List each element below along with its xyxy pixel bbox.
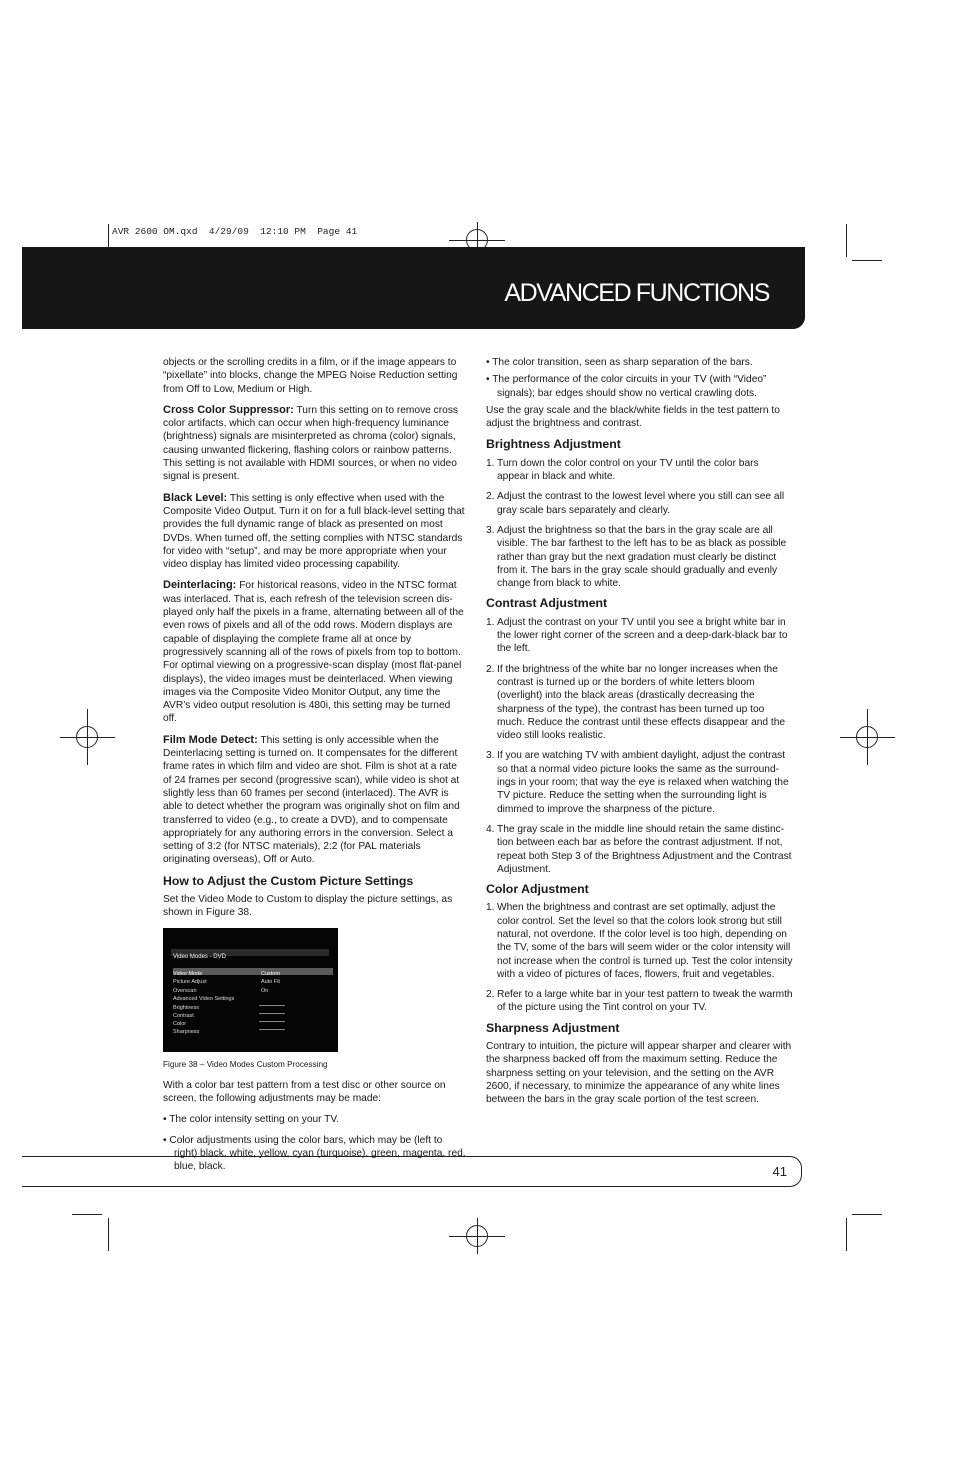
section-heading: Color Adjustment — [486, 882, 589, 897]
osd-row-label: Advanced Video Settings — [173, 995, 235, 1002]
step-number: 1. — [486, 457, 495, 469]
step-number: 4. — [486, 823, 495, 835]
list-item: • Color adjustments using the color bars, which may be (left to right) black, white, yellow, cyan (turquoise), green, magenta, red, blue, black. — [163, 1134, 466, 1173]
page-number: 41 — [772, 1164, 787, 1179]
osd-row-label: Brightness — [173, 1004, 199, 1011]
list-item: • The performance of the color circuits in your TV (with “Video” signals); bar edges should show no vertical crawling dots. — [486, 374, 767, 399]
list-item — [486, 616, 793, 656]
section-heading: Sharpness Adjustment — [486, 1020, 620, 1035]
step-text: Adjust the contrast to the lowest level where you still can see all gray scale bars separately and clearly. — [497, 491, 785, 516]
sharpness-paragraph: Contrary to intuition, the picture will appear sharper and clearer with the sharpness backed off from the maximum setting. Reduce the sharpness setting on your television, and the setting on the AVR 2600, if necessary, to minimize the appearance of any white lines between the bars in the gray scale portion of the test screen. — [486, 1041, 792, 1106]
osd-row — [173, 1018, 333, 1025]
term-text: This setting is only effective when used with the Composite Video Output. Turn it on for a full black-level setting that provides the full dynamic range of black as presented on most DVDs. When turned off, the setting complies with NTSC standards for video with “setup”, and may be more appropriate when your video display has limited video processing capability. — [163, 492, 465, 571]
osd-row — [173, 1010, 333, 1017]
figure-caption: Figure 38 – Video Modes Custom Processing — [163, 1059, 328, 1069]
crop-mark — [852, 260, 882, 261]
step-number: 2. — [486, 989, 495, 1001]
section-heading: Contrast Adjustment — [486, 596, 608, 611]
brightness-steps — [486, 457, 793, 591]
osd-row-value: Custom — [261, 970, 280, 977]
step-number: 1. — [486, 902, 495, 914]
film-mode-paragraph — [163, 734, 467, 867]
term: Cross Color Suppressor: — [163, 403, 294, 416]
gray-scale-paragraph: Use the gray scale and the black/white fields in the test pattern to adjust the brightness and contrast. — [486, 404, 780, 430]
osd-row-label: Contrast — [173, 1012, 194, 1019]
section-heading: Brightness Adjustment — [486, 437, 621, 452]
osd-slider — [259, 1029, 285, 1030]
osd-row — [173, 976, 333, 983]
term: Black Level: — [163, 491, 228, 504]
term-text: For historical reasons, video in the NTSC format was interlaced. That is, each refresh of the television screen dis-played only half the pixels in a frame, alternating between all of the even rows of pixels and all of the odd rows. Modern displays are capable of displaying the complete frame all at once by progressively scanning all of the rows of pixels from top to bottom. For optimal viewing on a progressive-scan display (most flat-panel displays), the video images must be deinterlaced. When viewing images via the Composite Video Monitor Output, any time the AVR’s video output resolution is 480i, this setting may be turned off. — [163, 580, 464, 725]
crop-mark — [477, 1218, 478, 1254]
list-item — [486, 490, 793, 517]
crop-mark — [852, 1214, 882, 1215]
term-text: This setting is only accessible when the Deinterlacing setting is turned on. It compensates for the different frame rates in which film and video are shot. Film is shot at a rate of 24 frames per second (progressive scan), while video is shot at slightly less than 60 frames per second (interlaced). The AVR is able to detect whether the program was originally shot on film and transferred to video (e.g., to create a DVD), and to compensate appropriately for any authoring errors in the conversion. Select a setting of 3:2 (for NTSC materials), 2:2 (for PAL materials originating overseas), Off or Auto. — [163, 734, 460, 866]
crop-mark — [87, 709, 88, 765]
deinterlacing-paragraph — [163, 579, 467, 725]
list-item — [486, 457, 793, 484]
list-item — [486, 524, 793, 590]
step-number: 1. — [486, 616, 495, 628]
crop-mark — [867, 709, 868, 765]
term: Deinterlacing: — [163, 579, 237, 592]
step-text: Refer to a large white bar in your test pattern to tweak the warmth of the picture using the Tint control on your TV. — [497, 989, 793, 1014]
step-text: If you are watching TV with ambient daylight, adjust the contrast so that a normal video picture looks the same as the surround-ings in your room; that way the eye is relaxed when watching the TV picture. Reduce the setting when the surrounding light is dimmed to improve the sharpness of the picture. — [497, 750, 789, 815]
right-column — [486, 356, 793, 1115]
page-footer — [22, 1156, 802, 1187]
list-item — [486, 749, 793, 815]
osd-row — [173, 1002, 333, 1009]
step-number: 3. — [486, 750, 495, 762]
step-number: 2. — [486, 491, 495, 503]
list-item: • The color intensity setting on your TV. — [163, 1114, 340, 1126]
osd-row-label: Overscan — [173, 987, 197, 994]
osd-row-label: Video Mode — [173, 970, 203, 977]
crop-mark — [108, 1218, 109, 1251]
cross-color-paragraph — [163, 404, 467, 484]
contrast-steps — [486, 616, 793, 876]
osd-row — [173, 968, 333, 975]
step-text: If the brightness of the white bar no longer increases when the contrast is turned up or the borders of white letters bloom (overlight) into the black areas (drastically decreasing the sharpness of the type), the contrast has been turned up too much. Reduce the contrast until these effects disappear and the video still looks realistic. — [497, 663, 786, 742]
list-item — [486, 988, 793, 1015]
list-item — [486, 663, 793, 743]
section-title: ADVANCED FUNCTIONS — [504, 279, 769, 307]
step-number: 2. — [486, 663, 495, 675]
left-column — [163, 356, 467, 1181]
osd-row-label: Sharpness — [173, 1028, 200, 1035]
list-item: • The color transition, seen as sharp separation of the bars. — [486, 357, 753, 368]
term: Film Mode Detect: — [163, 733, 258, 746]
color-steps — [486, 901, 793, 1014]
intro-paragraph: objects or the scrolling credits in a film, or if the image appears to “pixellate” into blocks, change the MPEG Noise Reduction setting from Off to Low, Medium or High. — [163, 357, 458, 395]
step-text: Adjust the brightness so that the bars in the gray scale are all visible. The bar farthest to the left has to be as black as possible rather than gray but the next gradation must clearly be distinct from it. The bars in the gray scale should gradually and evenly change from black to white. — [497, 524, 787, 590]
osd-row-label: Color — [173, 1020, 187, 1027]
step-number: 3. — [486, 524, 495, 536]
print-slug: AVR 2600 OM.qxd 4/29/09 12:10 PM Page 41 — [112, 226, 358, 237]
crop-mark — [846, 224, 847, 257]
section-header — [22, 247, 805, 329]
step-text: Adjust the contrast on your TV until you see a bright white bar in the lower right corner of the screen and a deep-dark-black bar to the left. — [497, 616, 788, 655]
osd-screenshot-figure — [163, 928, 338, 1052]
step-text: Turn down the color control on your TV until the color bars appear in black and white. — [497, 457, 759, 483]
osd-row-label: Picture Adjust — [173, 978, 207, 985]
osd-row-value: Auto Fit — [261, 978, 280, 985]
step-text: The gray scale in the middle line should retain the same distinc-tion between each bar as before the contrast adjustment. If not, repeat both Step 3 of the Brightness Adjustment and the Contrast Adjustment. — [497, 823, 792, 875]
list-item — [486, 901, 793, 981]
osd-row-value: On — [261, 987, 269, 994]
black-level-paragraph — [163, 492, 467, 572]
test-disc-paragraph: With a color bar test pattern from a test disc or other source on screen, the following adjustments may be made: — [163, 1079, 446, 1105]
osd-slider — [259, 1021, 285, 1022]
term-text: Turn this setting on to remove cross color artifacts, which can occur when high-frequency luminance (brightness) signals are misinterpreted as chroma (color) signals, causing unwanted flickering, flashing colors or rainbow patterns. This setting is not available with HDMI sources, or when no video signal is present. — [163, 404, 459, 483]
crop-mark — [72, 1214, 102, 1215]
list-item — [486, 823, 793, 876]
step-text: When the brightness and contrast are set optimally, adjust the color control. Set the level so that the colors look strong but still natural, not overdone. If the color level is too high, depending on the TV, some of the bars will seem wider or the color intensity will not increase when the control is turned up. Test the color intensity with a video of pictures of faces, flowers, fruit and vegetables. — [497, 902, 793, 980]
osd-row — [173, 1026, 333, 1033]
osd-title: Video Modes - DVD — [173, 953, 226, 960]
crop-mark — [846, 1218, 847, 1251]
osd-row — [173, 993, 333, 1000]
adjustment-list — [486, 356, 793, 400]
osd-slider — [259, 1005, 285, 1006]
osd-slider — [259, 1013, 285, 1014]
osd-row — [173, 985, 333, 992]
custom-paragraph: Set the Video Mode to Custom to display the picture settings, as shown in Figure 38. — [163, 893, 453, 919]
section-heading: How to Adjust the Custom Picture Settings — [163, 873, 414, 888]
